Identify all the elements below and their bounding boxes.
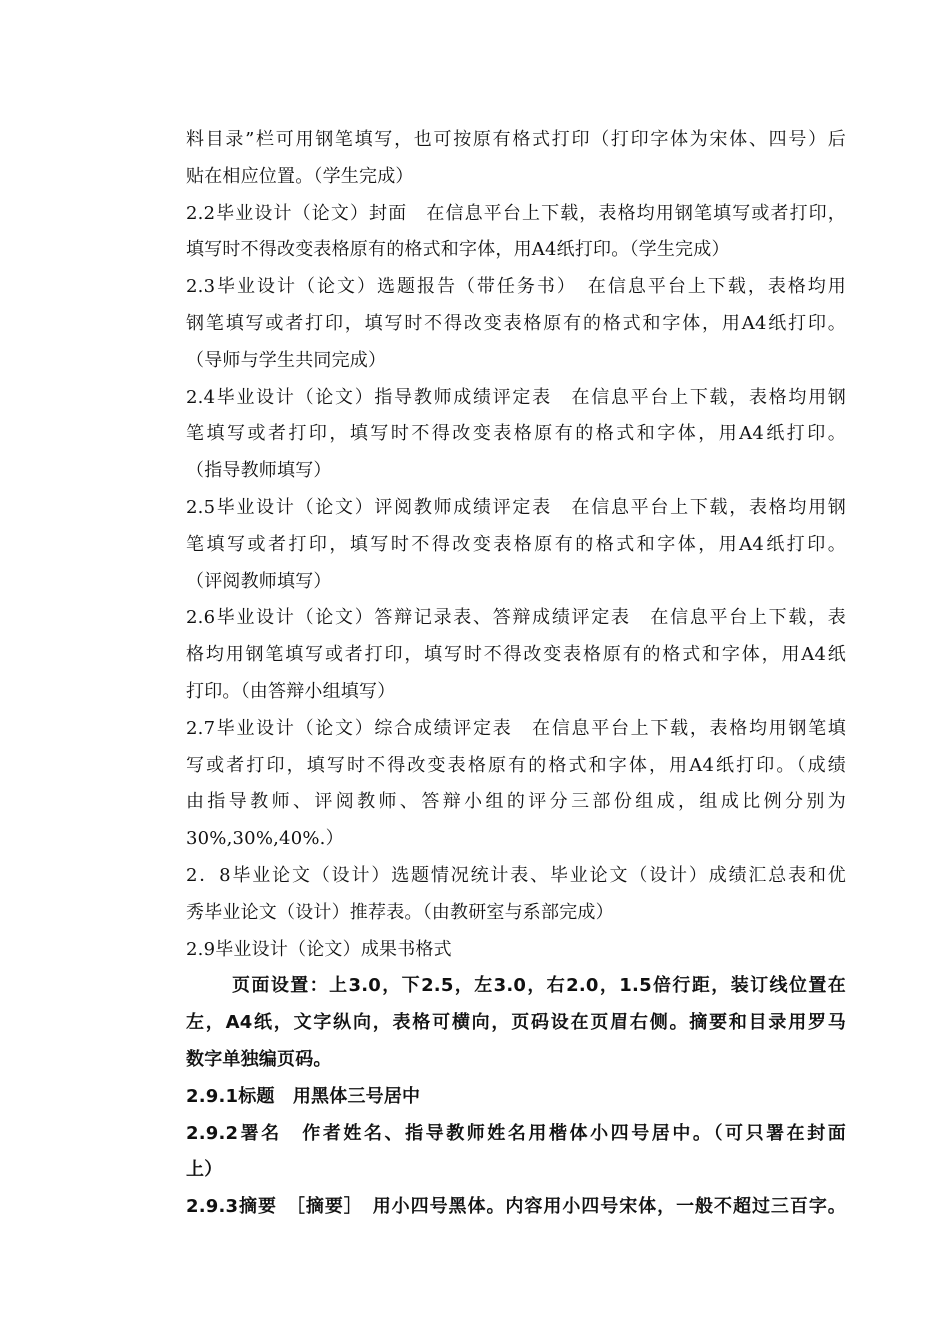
text-line: 2.6毕业设计（论文）答辩记录表、答辩成绩评定表 在信息平台上下载，表: [186, 607, 846, 629]
bold-text-line: 页面设置：上3.0，下2.5，左3.0，右2.0，1.5倍行距，装订线位置在: [232, 975, 846, 997]
text-line: 写或者打印，填写时不得改变表格原有的格式和字体，用A4纸打印。（成绩: [186, 754, 846, 776]
text-line: 钢笔填写或者打印，填写时不得改变表格原有的格式和字体，用A4纸打印。: [186, 312, 846, 334]
text-line: 由指导教师、评阅教师、答辩小组的评分三部份组成，组成比例分别为: [186, 791, 846, 813]
text-line: 2.9毕业设计（论文）成果书格式: [186, 938, 452, 960]
text-line: （指导教师填写）: [186, 460, 332, 482]
text-line: 填写时不得改变表格原有的格式和字体，用A4纸打印。（学生完成）: [186, 239, 730, 261]
bold-paragraph-block: [186, 968, 846, 1226]
bold-text-line: 上）: [186, 1159, 223, 1181]
bold-text-line: 2.9.3摘要 ［摘要］ 用小四号黑体。内容用小四号宋体，一般不超过三百字。: [186, 1196, 846, 1218]
text-line: （导师与学生共同完成）: [186, 349, 387, 371]
text-line: 贴在相应位置。（学生完成）: [186, 165, 414, 187]
text-line: 30%,30%,40%.）: [186, 828, 344, 850]
document-body: [186, 122, 846, 1226]
text-line: 打印。（由答辩小组填写）: [186, 680, 396, 702]
text-line: 笔填写或者打印，填写时不得改变表格原有的格式和字体，用A4纸打印。: [186, 533, 846, 555]
text-line: 2．8毕业论文（设计）选题情况统计表、毕业论文（设计）成绩汇总表和优: [186, 864, 846, 886]
bold-text-line: 左，A4纸，文字纵向，表格可横向，页码设在页眉右侧。摘要和目录用罗马: [186, 1012, 846, 1034]
text-line: 2.3毕业设计（论文）选题报告（带任务书） 在信息平台上下载，表格均用: [186, 276, 846, 298]
text-line: （评阅教师填写）: [186, 570, 332, 592]
text-line: 2.4毕业设计（论文）指导教师成绩评定表 在信息平台上下载，表格均用钢: [186, 386, 846, 408]
text-line: 2.7毕业设计（论文）综合成绩评定表 在信息平台上下载，表格均用钢笔填: [186, 717, 846, 739]
text-line: 笔填写或者打印，填写时不得改变表格原有的格式和字体，用A4纸打印。: [186, 423, 846, 445]
text-line: 料目录”栏可用钢笔填写，也可按原有格式打印（打印字体为宋体、四号）后: [186, 129, 846, 150]
bold-text-line: 2.9.1标题 用黑体三号居中: [186, 1085, 421, 1107]
text-line: 秀毕业论文（设计）推荐表。（由教研室与系部完成）: [186, 901, 614, 923]
paragraph-block: [186, 122, 846, 968]
bold-text-line: 2.9.2署名 作者姓名、指导教师姓名用楷体小四号居中。（可只署在封面: [186, 1122, 846, 1144]
bold-text-line: 数字单独编页码。: [186, 1048, 332, 1070]
text-line: 格均用钢笔填写或者打印，填写时不得改变表格原有的格式和字体，用A4纸: [186, 644, 846, 666]
text-line: 2.5毕业设计（论文）评阅教师成绩评定表 在信息平台上下载，表格均用钢: [186, 496, 846, 518]
text-line: 2.2毕业设计（论文）封面 在信息平台上下载，表格均用钢笔填写或者打印，: [186, 202, 846, 224]
